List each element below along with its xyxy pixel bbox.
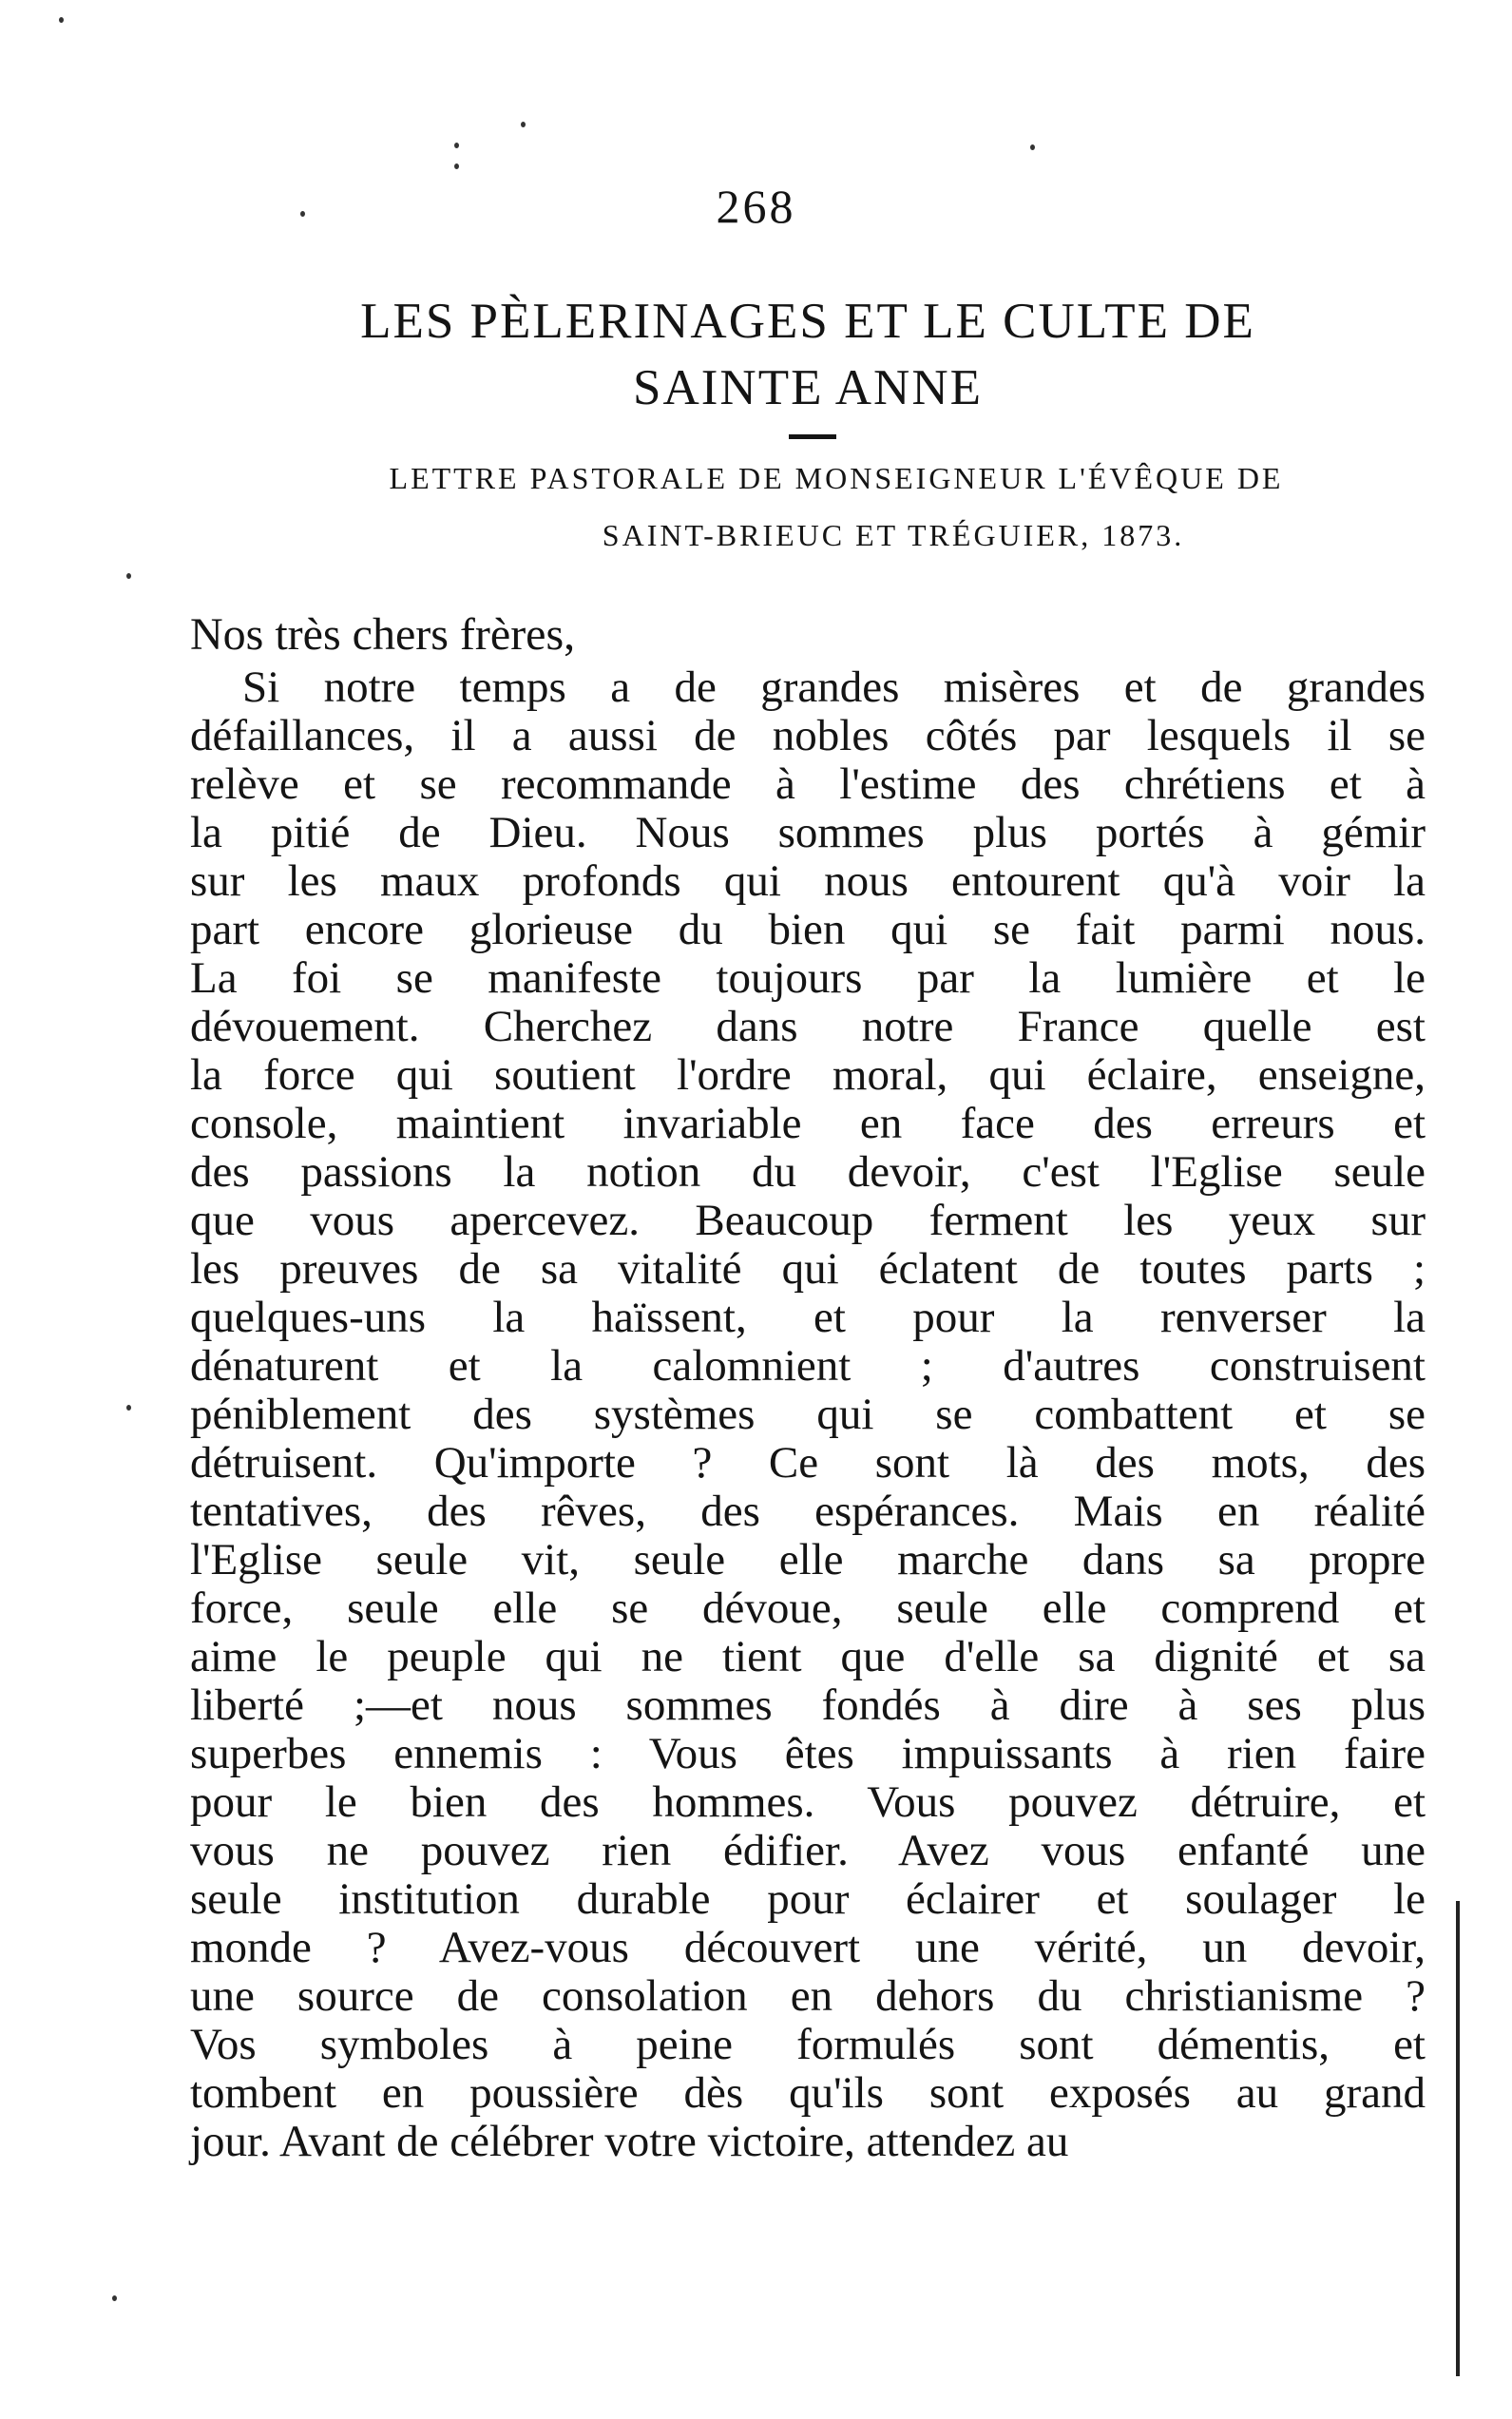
scan-speck [126,1405,131,1411]
margin-rule [1456,1901,1460,2376]
body-line: pour le bien des hommes. Vous pouvez détruire, et [190,1777,1426,1827]
page-number: 268 [716,180,796,233]
body-line: aime le peuple qui ne tient que d'elle sa dignité et sa [190,1632,1426,1681]
body-line: tentatives, des rêves, des espérances. Mais en réalité [190,1487,1426,1536]
body-line: défaillances, il a aussi de nobles côtés par lesquels il se [190,711,1426,760]
scan-speck [1030,144,1035,150]
body-line: des passions la notion du devoir, c'est l'Eglise seule [190,1147,1426,1197]
body-line: liberté ;—et nous sommes fondés à dire à ses plus [190,1680,1426,1730]
body-line: tombent en poussière dès qu'ils sont exposés au grand [190,2068,1426,2118]
body-line: les preuves de sa vitalité qui éclatent de toutes parts ; [190,1244,1426,1294]
scan-speck [112,2295,117,2301]
chapter-title-line-2: SAINTE ANNE [633,360,983,415]
body-line: superbes ennemis : Vous êtes impuissants à rien faire [190,1729,1426,1778]
body-line: vous ne pouvez rien édifier. Avez vous enfanté une [190,1826,1426,1875]
body-line: console, maintient invariable en face des erreurs et [190,1099,1426,1148]
chapter-title-line-1: LES PÈLERINAGES ET LE CULTE DE [360,294,1255,349]
body-line: que vous apercevez. Beaucoup ferment les yeux sur [190,1196,1426,1245]
scan-speck [59,17,64,23]
body-line: l'Eglise seule vit, seule elle marche dans sa propre [190,1535,1426,1584]
body-line: péniblement des systèmes qui se combattent et se [190,1390,1426,1439]
body-line: force, seule elle se dévoue, seule elle comprend et [190,1584,1426,1633]
scan-speck [521,122,526,127]
body-line: jour. Avant de célébrer votre victoire, attendez au [190,2117,1069,2166]
scan-speck [454,163,459,169]
body-line: Vos symboles à peine formulés sont démentis, et [190,2020,1426,2069]
scan-speck [126,573,131,579]
scan-speck [300,211,305,217]
body-line: seule institution durable pour éclairer et soulager le [190,1874,1426,1924]
body-text [190,663,1426,2166]
body-line: monde ? Avez-vous découvert une vérité, un devoir, [190,1923,1426,1972]
body-line: la force qui soutient l'ordre moral, qui éclaire, enseigne, [190,1050,1426,1100]
body-line: relève et se recommande à l'estime des chrétiens et à [190,759,1426,809]
body-line: La foi se manifeste toujours par la lumière et le [190,953,1426,1003]
scan-speck [454,143,459,148]
body-line: détruisent. Qu'importe ? Ce sont là des mots, des [190,1438,1426,1488]
body-line: quelques-uns la haïssent, et pour la renverser la [190,1293,1426,1342]
subtitle-line-2: SAINT-BRIEUC ET TRÉGUIER, 1873. [602,518,1185,552]
body-line: part encore glorieuse du bien qui se fait parmi nous. [190,905,1426,954]
subtitle-line-1: LETTRE PASTORALE DE MONSEIGNEUR L'ÉVÊQUE DE [389,461,1284,495]
body-line: la pitié de Dieu. Nous sommes plus portés à gémir [190,808,1426,857]
body-line: dévouement. Cherchez dans notre France quelle est [190,1002,1426,1051]
body-line: Si notre temps a de grandes misères et de grandes [242,662,1426,712]
title-rule [789,434,836,439]
body-line: dénaturent et la calomnient ; d'autres construisent [190,1341,1426,1391]
body-line: sur les maux profonds qui nous entourent qu'à voir la [190,856,1426,906]
salutation: Nos très chers frères, [190,609,576,660]
body-line: une source de consolation en dehors du christianisme ? [190,1971,1426,2021]
